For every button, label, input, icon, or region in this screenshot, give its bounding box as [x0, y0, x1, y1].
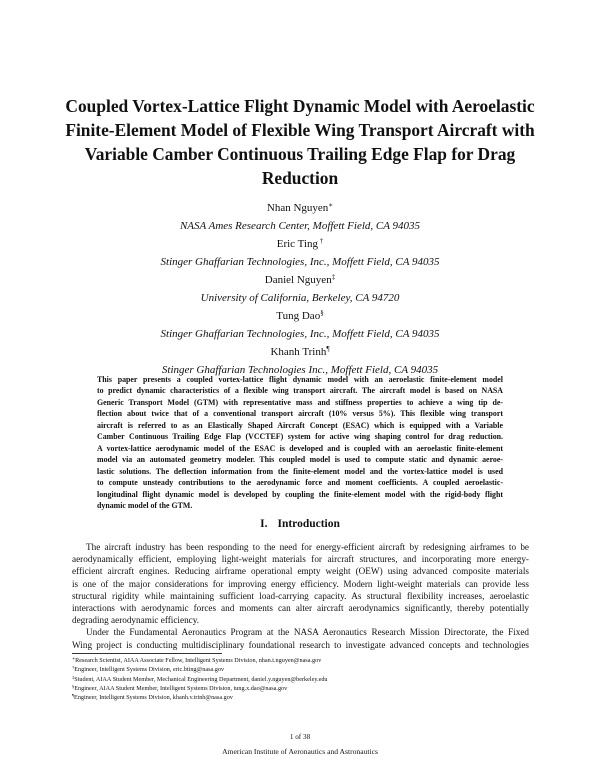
author-affiliation: Stinger Ghaffarian Technologies Inc., Moffett Field, CA 94035: [161, 364, 439, 376]
introduction-text: [72, 541, 529, 651]
abstract-line: Generic Transport Model (GTM) with representative mass and stiffness properties to achieve a wing tip de-: [97, 397, 503, 407]
abstract-line: aircraft is referred to as an Elastically Shaped Aircraft Concept (ESAC) which is equipped with a Variable: [97, 420, 503, 430]
footnote: †Engineer, Intelligent Systems Division, eric.bting@nasa.gov: [72, 665, 225, 674]
author-name: Nhan Nguyen∗: [266, 201, 334, 214]
footnote: ¶Engineer, Intelligent Systems Division, khanh.v.trinh@nasa.gov: [72, 693, 233, 702]
abstract-line: Camber Continuous Trailing Edge Flap (VCCTEF) system for active wing shaping control for drag reduction.: [97, 432, 503, 442]
author-mark: ∗: [328, 201, 334, 209]
author-mark: ¶: [326, 345, 330, 353]
section-number: I.: [260, 518, 268, 530]
author-name: Daniel Nguyen‡: [264, 273, 336, 286]
body-line: Under the Fundamental Aeronautics Program at the NASA Aeronautics Research Mission Directorate, the Fixed: [86, 627, 529, 638]
abstract-line: This paper presents a coupled vortex-lattice flight dynamic model with an aeroelastic finite-element model: [97, 375, 503, 384]
author-block: [40, 199, 560, 379]
title-line: Finite-Element Model of Flexible Wing Transport Aircraft with: [65, 120, 535, 140]
section-heading: [40, 518, 560, 530]
abstract-line: to predict dynamic characteristics of a flexible wing transport aircraft. The aircraft model is based on NASA: [97, 386, 503, 396]
abstract: [97, 374, 503, 511]
abstract-line: model via an automated geometry modeler. This coupled model is used to compute static and dynamic aeroe-: [97, 455, 503, 465]
abstract-line: dynamic model of the GTM.: [97, 500, 193, 510]
body-line: interactions with aerodynamic forces and moments can alter aircraft aerodynamics significantly, thereby potentially: [72, 603, 529, 614]
author-affiliation: University of California, Berkeley, CA 94720: [200, 292, 400, 304]
footnotes: [72, 656, 529, 702]
title-line: Coupled Vortex-Lattice Flight Dynamic Model with Aeroelastic: [65, 96, 535, 116]
author-affiliation: Stinger Ghaffarian Technologies, Inc., Moffett Field, CA 94035: [160, 328, 440, 340]
abstract-line: to compute unsteady contributions to the aerodynamic force and moment coefficients. A coupled aeroelastic-: [97, 478, 503, 488]
author-mark: †: [318, 237, 324, 245]
journal-footer: American Institute of Aeronautics and Astronautics: [222, 747, 378, 756]
title-line: Variable Camber Continuous Trailing Edge Flap for Drag: [84, 144, 516, 164]
footnote: ∗Research Scientist, AIAA Associate Fellow, Intelligent Systems Division, nhan.t.nguyen@nasa.gov: [72, 656, 322, 664]
body-line: aerodynamically efficient, employing light-weight materials for aircraft structures, and incorporating more energy-: [72, 554, 529, 565]
author-mark: ‡: [331, 273, 336, 281]
body-line: Wing project is conducting multidisciplinary foundational research to investigate advanced concepts and technologies: [72, 639, 529, 650]
paper-title: [40, 94, 560, 190]
abstract-line: A vortex-lattice aerodynamic model of the ESAC is developed and is coupled with an aeroelastic finite-element: [97, 443, 503, 453]
author-affiliation: Stinger Ghaffarian Technologies, Inc., Moffett Field, CA 94035: [160, 256, 440, 268]
body-line: The aircraft industry has been responding to the need for energy-efficient aircraft by redesigning airframes to be: [86, 542, 529, 552]
footnote: ‡Student, AIAA Student Member, Mechanical Engineering Department, daniel.y.nguyen@berkeley.edu: [72, 674, 328, 683]
author-name: Eric Ting †: [276, 237, 324, 250]
abstract-line: flection about twice that of a conventional transport aircraft (10% versus 5%). This flexible wing transport: [97, 409, 503, 419]
page-number: 1 of 38: [289, 733, 311, 741]
author-name: Tung Dao§: [276, 309, 324, 322]
body-line: efficient aircraft engines. Reducing airframe operational empty weight (OEW) using advanced composite materials: [72, 566, 529, 577]
section-title: Introduction: [277, 518, 340, 530]
body-line: structural rigidity while maintaining sufficient load-carrying capacity. As structural flexibility increases, aeroelastic: [72, 590, 529, 601]
footnote: §Engineer, AIAA Student Member, Intelligent Systems Division, tung.x.dao@nasa.gov: [72, 683, 288, 692]
author-affiliation: NASA Ames Research Center, Moffett Field, CA 94035: [179, 220, 421, 232]
abstract-line: longitudinal flight dynamic model is developed by coupling the finite-element model with the rigid-body flight: [97, 489, 503, 499]
body-line: degrading aerodynamic efficiency.: [72, 615, 200, 626]
author-mark: §: [320, 309, 324, 317]
abstract-line: lastic solutions. The deflection information from the finite-element model and the vortex-lattice model is used: [97, 466, 503, 476]
footnote-divider: [72, 653, 222, 654]
body-line: is one of the major considerations for improving energy efficiency. Modern light-weight materials can provide less: [72, 578, 529, 589]
title-line: Reduction: [261, 168, 339, 188]
author-name: Khanh Trinh¶: [270, 345, 330, 358]
